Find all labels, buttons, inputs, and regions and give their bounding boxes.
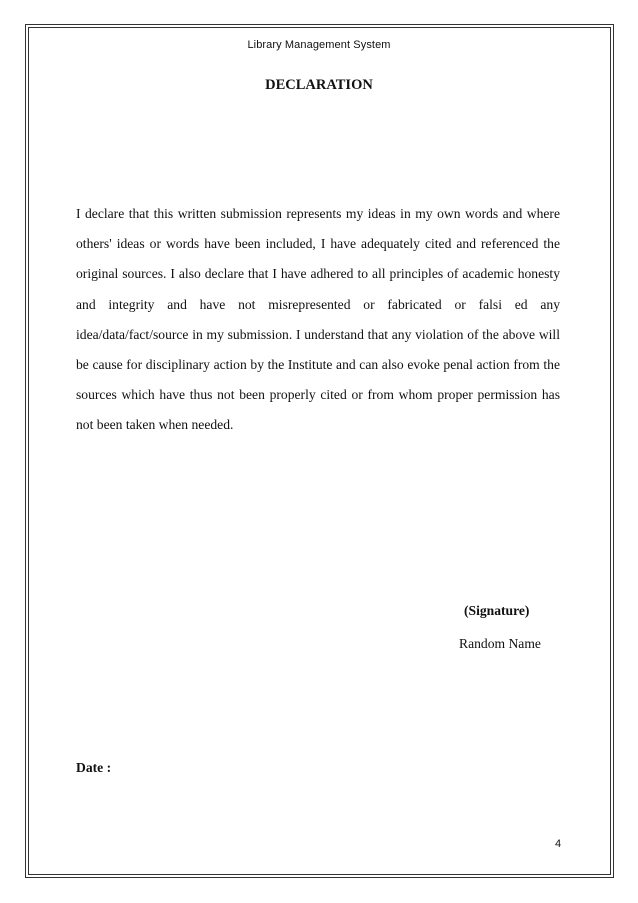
- page-border-inner: [28, 27, 611, 875]
- page-number: 4: [555, 838, 562, 850]
- page-title: DECLARATION: [265, 77, 373, 93]
- running-header: Library Management System: [247, 39, 391, 51]
- signature-name: Random Name: [459, 636, 541, 651]
- declaration-paragraph: I declare that this written submission represents my ideas in my own words and where others' ideas or words have been included, I have adequately cited and referenced the original sources. I also declare that I have adhered to all principles of academic honesty and integrity and have not misrepresented or fabricated or falsi ed any idea/data/fact/source in my submission. I understand that any violation of the above will be cause for disciplinary action by the Institute and can also evoke penal action from the sources which have thus not been properly cited or from whom proper permission has not been taken when needed.: [76, 206, 560, 433]
- signature-label: (Signature): [464, 603, 530, 618]
- date-label: Date :: [76, 760, 112, 775]
